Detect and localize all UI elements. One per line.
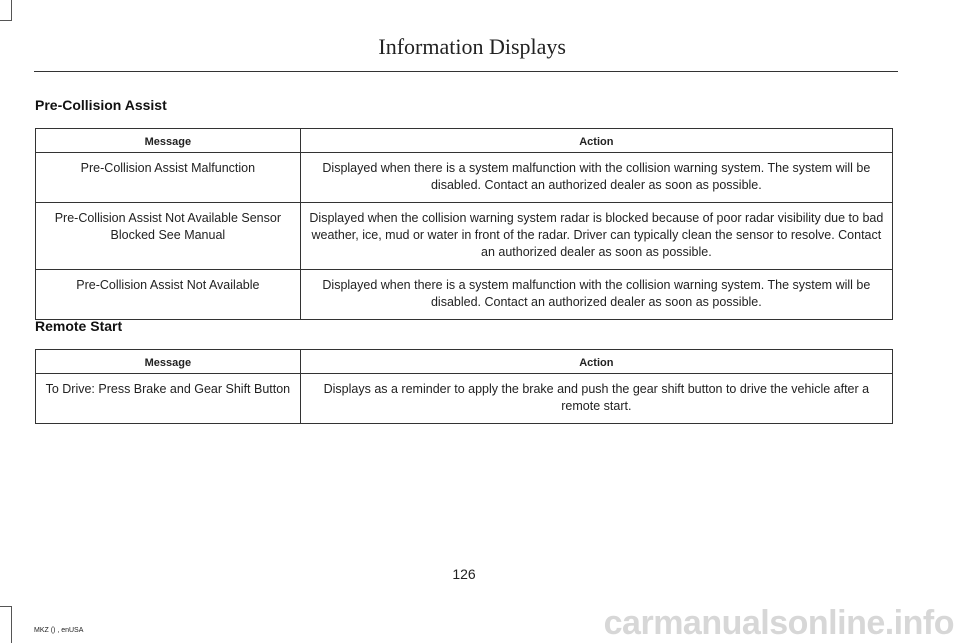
- table-row: [36, 203, 893, 270]
- crop-mark-top-left-horizontal: [0, 20, 12, 21]
- table-header-row: [36, 129, 893, 153]
- section-title-pre-collision-assist: Pre-Collision Assist: [35, 97, 167, 113]
- action-cell: Displayed when the collision warning system radar is blocked because of poor radar visibility due to bad weather, ice, mud or water in front of the radar. Driver can typically clean the sensor to resolve. Contact an authorized dealer as soon as possible.: [300, 203, 892, 270]
- column-header-action: Action: [300, 350, 892, 374]
- pre-collision-assist-table: [35, 128, 893, 320]
- table-header-row: [36, 350, 893, 374]
- table-row: [36, 374, 893, 424]
- action-cell: Displayed when there is a system malfunction with the collision warning system. The system will be disabled. Contact an authorized dealer as soon as possible.: [300, 270, 892, 320]
- header-rule: [34, 71, 898, 72]
- column-header-message: Message: [36, 129, 301, 153]
- message-cell: Pre-Collision Assist Malfunction: [36, 153, 301, 203]
- crop-mark-bottom-left-vertical: [11, 606, 12, 643]
- column-header-message: Message: [36, 350, 301, 374]
- column-header-action: Action: [300, 129, 892, 153]
- table-row: [36, 270, 893, 320]
- page-number: 126: [452, 566, 476, 582]
- remote-start-table: [35, 349, 893, 424]
- action-cell: Displays as a reminder to apply the brake and push the gear shift button to drive the vehicle after a remote start.: [300, 374, 892, 424]
- section-title-remote-start: Remote Start: [35, 318, 123, 334]
- message-cell: Pre-Collision Assist Not Available: [36, 270, 301, 320]
- message-cell: To Drive: Press Brake and Gear Shift Button: [36, 374, 301, 424]
- message-cell: Pre-Collision Assist Not Available Sensor Blocked See Manual: [36, 203, 301, 270]
- crop-mark-top-left-vertical: [11, 0, 12, 20]
- footer-document-code: MKZ () , enUSA: [34, 627, 84, 634]
- watermark: carmanualsonline.info: [603, 604, 954, 642]
- page-header-title: Information Displays: [378, 34, 566, 59]
- action-cell: Displayed when there is a system malfunction with the collision warning system. The system will be disabled. Contact an authorized dealer as soon as possible.: [300, 153, 892, 203]
- table-row: [36, 153, 893, 203]
